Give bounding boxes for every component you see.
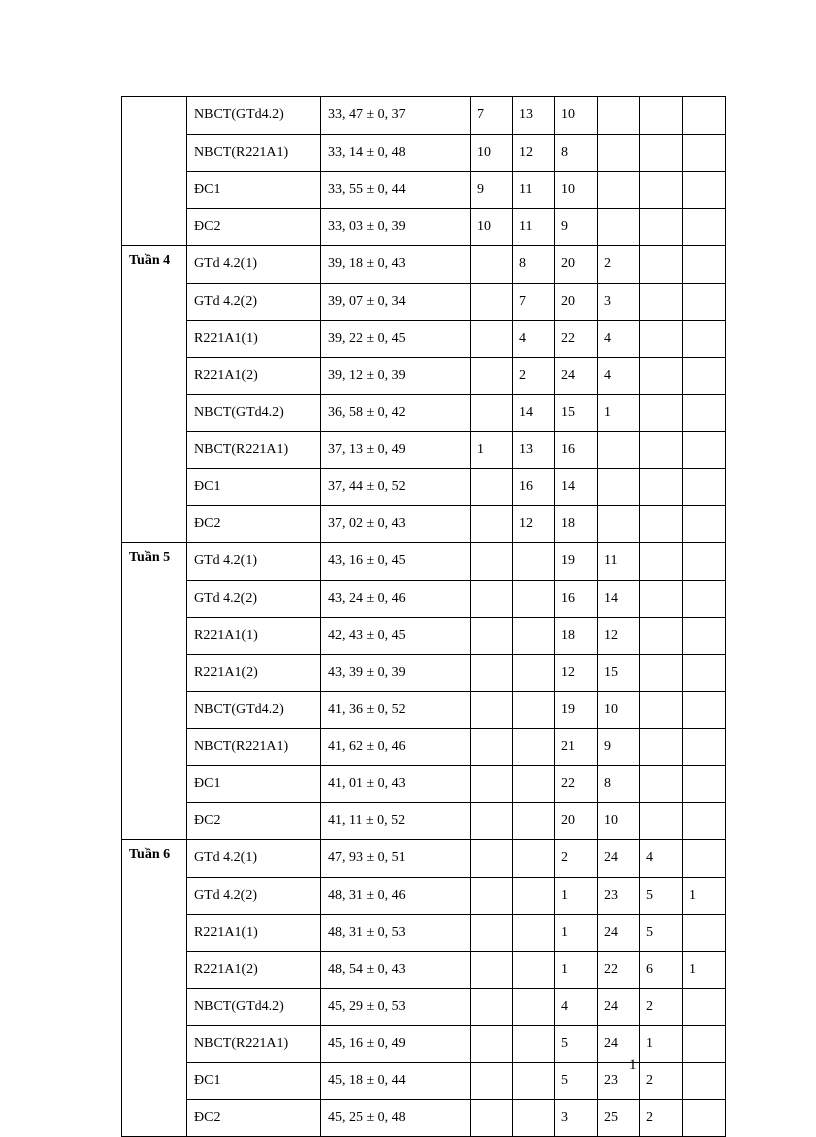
count-cell bbox=[598, 97, 640, 135]
count-cell bbox=[513, 1062, 555, 1099]
mean-value-cell: 43, 16 ± 0, 45 bbox=[321, 543, 471, 581]
count-cell: 22 bbox=[598, 951, 640, 988]
table-row bbox=[122, 617, 726, 654]
count-cell bbox=[513, 951, 555, 988]
count-cell: 12 bbox=[513, 505, 555, 543]
sample-name-cell: NBCT(R221A1) bbox=[187, 728, 321, 765]
week-cell bbox=[122, 951, 187, 988]
count-cell: 12 bbox=[598, 617, 640, 654]
count-cell bbox=[640, 97, 683, 135]
count-cell: 8 bbox=[513, 246, 555, 284]
week-cell bbox=[122, 1062, 187, 1099]
sample-name-cell: R221A1(1) bbox=[187, 320, 321, 357]
count-cell: 14 bbox=[598, 580, 640, 617]
sample-name-cell: ĐC2 bbox=[187, 505, 321, 543]
count-cell bbox=[683, 468, 726, 505]
count-cell: 10 bbox=[471, 134, 513, 171]
mean-value-cell: 33, 14 ± 0, 48 bbox=[321, 134, 471, 171]
count-cell bbox=[471, 691, 513, 728]
count-cell bbox=[683, 765, 726, 802]
count-cell: 23 bbox=[598, 1062, 640, 1099]
count-cell bbox=[513, 543, 555, 581]
mean-value-cell: 48, 31 ± 0, 46 bbox=[321, 877, 471, 914]
count-cell bbox=[471, 877, 513, 914]
sample-name-cell: ĐC1 bbox=[187, 468, 321, 505]
sample-name-cell: GTd 4.2(1) bbox=[187, 543, 321, 581]
count-cell: 20 bbox=[555, 802, 598, 840]
count-cell: 2 bbox=[598, 246, 640, 284]
sample-name-cell: NBCT(R221A1) bbox=[187, 1025, 321, 1062]
week-cell bbox=[122, 431, 187, 468]
table-row bbox=[122, 283, 726, 320]
count-cell bbox=[471, 357, 513, 394]
count-cell bbox=[683, 691, 726, 728]
count-cell: 1 bbox=[683, 951, 726, 988]
count-cell bbox=[683, 728, 726, 765]
mean-value-cell: 33, 55 ± 0, 44 bbox=[321, 171, 471, 208]
week-cell bbox=[122, 802, 187, 840]
count-cell: 1 bbox=[555, 914, 598, 951]
count-cell: 24 bbox=[598, 914, 640, 951]
count-cell bbox=[683, 134, 726, 171]
count-cell bbox=[598, 208, 640, 246]
count-cell bbox=[640, 171, 683, 208]
data-table-wrapper bbox=[121, 96, 726, 1137]
mean-value-cell: 48, 31 ± 0, 53 bbox=[321, 914, 471, 951]
count-cell: 10 bbox=[555, 97, 598, 135]
count-cell: 19 bbox=[555, 691, 598, 728]
table-row bbox=[122, 765, 726, 802]
count-cell: 13 bbox=[513, 97, 555, 135]
count-cell bbox=[513, 1025, 555, 1062]
mean-value-cell: 45, 25 ± 0, 48 bbox=[321, 1099, 471, 1137]
count-cell bbox=[513, 654, 555, 691]
week-cell bbox=[122, 654, 187, 691]
sample-name-cell: NBCT(GTd4.2) bbox=[187, 691, 321, 728]
count-cell bbox=[513, 802, 555, 840]
count-cell bbox=[513, 728, 555, 765]
count-cell bbox=[471, 1062, 513, 1099]
count-cell: 16 bbox=[555, 431, 598, 468]
week-cell bbox=[122, 320, 187, 357]
count-cell bbox=[683, 208, 726, 246]
count-cell bbox=[471, 1025, 513, 1062]
table-row bbox=[122, 97, 726, 135]
count-cell: 24 bbox=[598, 840, 640, 878]
count-cell: 12 bbox=[513, 134, 555, 171]
count-cell bbox=[471, 654, 513, 691]
count-cell: 23 bbox=[598, 877, 640, 914]
count-cell: 8 bbox=[598, 765, 640, 802]
mean-value-cell: 41, 11 ± 0, 52 bbox=[321, 802, 471, 840]
count-cell bbox=[640, 134, 683, 171]
count-cell bbox=[598, 431, 640, 468]
count-cell bbox=[683, 617, 726, 654]
week-cell bbox=[122, 171, 187, 208]
count-cell: 15 bbox=[555, 394, 598, 431]
count-cell: 4 bbox=[598, 357, 640, 394]
count-cell bbox=[513, 580, 555, 617]
week-cell bbox=[122, 208, 187, 246]
table-row bbox=[122, 246, 726, 284]
count-cell: 16 bbox=[513, 468, 555, 505]
sample-name-cell: GTd 4.2(2) bbox=[187, 580, 321, 617]
count-cell bbox=[683, 654, 726, 691]
count-cell: 4 bbox=[555, 988, 598, 1025]
count-cell bbox=[471, 914, 513, 951]
count-cell bbox=[683, 283, 726, 320]
mean-value-cell: 45, 18 ± 0, 44 bbox=[321, 1062, 471, 1099]
count-cell: 9 bbox=[598, 728, 640, 765]
mean-value-cell: 42, 43 ± 0, 45 bbox=[321, 617, 471, 654]
table-row bbox=[122, 171, 726, 208]
table-row bbox=[122, 394, 726, 431]
count-cell bbox=[683, 171, 726, 208]
mean-value-cell: 39, 07 ± 0, 34 bbox=[321, 283, 471, 320]
mean-value-cell: 33, 47 ± 0, 37 bbox=[321, 97, 471, 135]
count-cell: 11 bbox=[513, 208, 555, 246]
count-cell: 11 bbox=[598, 543, 640, 581]
table-row bbox=[122, 505, 726, 543]
mean-value-cell: 36, 58 ± 0, 42 bbox=[321, 394, 471, 431]
count-cell bbox=[640, 543, 683, 581]
count-cell bbox=[683, 246, 726, 284]
count-cell: 5 bbox=[640, 877, 683, 914]
week-cell: Tuần 4 bbox=[122, 246, 187, 284]
mean-value-cell: 45, 16 ± 0, 49 bbox=[321, 1025, 471, 1062]
count-cell bbox=[471, 617, 513, 654]
count-cell bbox=[683, 97, 726, 135]
table-row bbox=[122, 468, 726, 505]
count-cell bbox=[513, 765, 555, 802]
count-cell: 10 bbox=[598, 691, 640, 728]
count-cell bbox=[471, 320, 513, 357]
table-row bbox=[122, 320, 726, 357]
count-cell: 2 bbox=[555, 840, 598, 878]
count-cell bbox=[640, 802, 683, 840]
count-cell bbox=[640, 654, 683, 691]
count-cell bbox=[471, 543, 513, 581]
week-cell bbox=[122, 505, 187, 543]
count-cell: 2 bbox=[640, 988, 683, 1025]
week-cell bbox=[122, 134, 187, 171]
mean-value-cell: 43, 24 ± 0, 46 bbox=[321, 580, 471, 617]
count-cell bbox=[471, 246, 513, 284]
count-cell bbox=[683, 357, 726, 394]
sample-name-cell: NBCT(GTd4.2) bbox=[187, 97, 321, 135]
sample-name-cell: NBCT(GTd4.2) bbox=[187, 394, 321, 431]
mean-value-cell: 48, 54 ± 0, 43 bbox=[321, 951, 471, 988]
mean-value-cell: 45, 29 ± 0, 53 bbox=[321, 988, 471, 1025]
count-cell: 22 bbox=[555, 320, 598, 357]
count-cell bbox=[513, 877, 555, 914]
count-cell: 2 bbox=[640, 1099, 683, 1137]
mean-value-cell: 41, 01 ± 0, 43 bbox=[321, 765, 471, 802]
count-cell bbox=[471, 283, 513, 320]
count-cell: 9 bbox=[471, 171, 513, 208]
sample-name-cell: GTd 4.2(1) bbox=[187, 246, 321, 284]
growth-data-table bbox=[121, 96, 726, 1137]
count-cell: 19 bbox=[555, 543, 598, 581]
count-cell: 22 bbox=[555, 765, 598, 802]
count-cell bbox=[471, 580, 513, 617]
count-cell: 9 bbox=[555, 208, 598, 246]
table-row bbox=[122, 543, 726, 581]
count-cell bbox=[471, 951, 513, 988]
count-cell bbox=[598, 171, 640, 208]
week-cell bbox=[122, 283, 187, 320]
count-cell bbox=[683, 988, 726, 1025]
sample-name-cell: ĐC2 bbox=[187, 208, 321, 246]
count-cell bbox=[471, 505, 513, 543]
count-cell: 6 bbox=[640, 951, 683, 988]
count-cell bbox=[683, 505, 726, 543]
table-row bbox=[122, 728, 726, 765]
mean-value-cell: 41, 36 ± 0, 52 bbox=[321, 691, 471, 728]
sample-name-cell: R221A1(2) bbox=[187, 654, 321, 691]
table-row bbox=[122, 1099, 726, 1137]
table-row bbox=[122, 914, 726, 951]
count-cell: 15 bbox=[598, 654, 640, 691]
count-cell: 25 bbox=[598, 1099, 640, 1137]
week-cell bbox=[122, 1099, 187, 1137]
table-row bbox=[122, 357, 726, 394]
table-row bbox=[122, 654, 726, 691]
count-cell: 1 bbox=[598, 394, 640, 431]
count-cell bbox=[683, 431, 726, 468]
count-cell: 10 bbox=[598, 802, 640, 840]
week-cell bbox=[122, 468, 187, 505]
sample-name-cell: NBCT(GTd4.2) bbox=[187, 988, 321, 1025]
mean-value-cell: 39, 12 ± 0, 39 bbox=[321, 357, 471, 394]
count-cell bbox=[513, 914, 555, 951]
sample-name-cell: ĐC2 bbox=[187, 1099, 321, 1137]
table-row bbox=[122, 431, 726, 468]
count-cell bbox=[640, 357, 683, 394]
week-cell: Tuần 6 bbox=[122, 840, 187, 878]
count-cell: 1 bbox=[683, 877, 726, 914]
sample-name-cell: R221A1(2) bbox=[187, 357, 321, 394]
mean-value-cell: 37, 02 ± 0, 43 bbox=[321, 505, 471, 543]
sample-name-cell: NBCT(R221A1) bbox=[187, 134, 321, 171]
count-cell: 5 bbox=[555, 1062, 598, 1099]
count-cell: 4 bbox=[598, 320, 640, 357]
count-cell bbox=[683, 394, 726, 431]
count-cell bbox=[640, 580, 683, 617]
count-cell: 3 bbox=[555, 1099, 598, 1137]
count-cell bbox=[683, 914, 726, 951]
count-cell: 20 bbox=[555, 283, 598, 320]
table-row bbox=[122, 691, 726, 728]
count-cell bbox=[640, 505, 683, 543]
sample-name-cell: ĐC1 bbox=[187, 171, 321, 208]
count-cell bbox=[683, 1062, 726, 1099]
page-number: 1 bbox=[629, 1057, 637, 1073]
table-row bbox=[122, 988, 726, 1025]
week-cell bbox=[122, 394, 187, 431]
count-cell bbox=[640, 765, 683, 802]
count-cell bbox=[471, 1099, 513, 1137]
count-cell: 4 bbox=[640, 840, 683, 878]
count-cell: 7 bbox=[471, 97, 513, 135]
count-cell: 24 bbox=[598, 1025, 640, 1062]
sample-name-cell: GTd 4.2(1) bbox=[187, 840, 321, 878]
count-cell bbox=[640, 468, 683, 505]
count-cell: 7 bbox=[513, 283, 555, 320]
count-cell: 10 bbox=[471, 208, 513, 246]
count-cell: 14 bbox=[555, 468, 598, 505]
count-cell: 1 bbox=[640, 1025, 683, 1062]
count-cell: 24 bbox=[555, 357, 598, 394]
count-cell bbox=[513, 691, 555, 728]
week-cell bbox=[122, 617, 187, 654]
sample-name-cell: ĐC1 bbox=[187, 765, 321, 802]
count-cell: 5 bbox=[555, 1025, 598, 1062]
table-row bbox=[122, 134, 726, 171]
count-cell bbox=[471, 802, 513, 840]
week-cell bbox=[122, 728, 187, 765]
mean-value-cell: 41, 62 ± 0, 46 bbox=[321, 728, 471, 765]
count-cell: 14 bbox=[513, 394, 555, 431]
count-cell bbox=[640, 728, 683, 765]
count-cell bbox=[640, 246, 683, 284]
count-cell bbox=[640, 431, 683, 468]
count-cell bbox=[471, 840, 513, 878]
count-cell: 5 bbox=[640, 914, 683, 951]
sample-name-cell: GTd 4.2(2) bbox=[187, 877, 321, 914]
count-cell bbox=[513, 840, 555, 878]
week-cell bbox=[122, 1025, 187, 1062]
table-row bbox=[122, 951, 726, 988]
count-cell bbox=[683, 580, 726, 617]
count-cell bbox=[471, 394, 513, 431]
week-cell bbox=[122, 691, 187, 728]
count-cell: 2 bbox=[640, 1062, 683, 1099]
count-cell bbox=[683, 543, 726, 581]
count-cell: 18 bbox=[555, 505, 598, 543]
count-cell bbox=[598, 134, 640, 171]
sample-name-cell: ĐC1 bbox=[187, 1062, 321, 1099]
count-cell bbox=[598, 505, 640, 543]
count-cell: 2 bbox=[513, 357, 555, 394]
count-cell: 1 bbox=[555, 951, 598, 988]
count-cell bbox=[640, 691, 683, 728]
table-row bbox=[122, 877, 726, 914]
table-row bbox=[122, 840, 726, 878]
mean-value-cell: 33, 03 ± 0, 39 bbox=[321, 208, 471, 246]
count-cell: 20 bbox=[555, 246, 598, 284]
sample-name-cell: R221A1(1) bbox=[187, 617, 321, 654]
mean-value-cell: 37, 44 ± 0, 52 bbox=[321, 468, 471, 505]
count-cell bbox=[471, 468, 513, 505]
mean-value-cell: 37, 13 ± 0, 49 bbox=[321, 431, 471, 468]
count-cell: 13 bbox=[513, 431, 555, 468]
count-cell bbox=[471, 728, 513, 765]
mean-value-cell: 47, 93 ± 0, 51 bbox=[321, 840, 471, 878]
count-cell: 16 bbox=[555, 580, 598, 617]
count-cell bbox=[683, 840, 726, 878]
sample-name-cell: ĐC2 bbox=[187, 802, 321, 840]
table-row bbox=[122, 580, 726, 617]
count-cell: 1 bbox=[471, 431, 513, 468]
sample-name-cell: GTd 4.2(2) bbox=[187, 283, 321, 320]
count-cell bbox=[513, 988, 555, 1025]
count-cell bbox=[683, 802, 726, 840]
sample-name-cell: R221A1(1) bbox=[187, 914, 321, 951]
table-body bbox=[122, 97, 726, 1137]
mean-value-cell: 39, 22 ± 0, 45 bbox=[321, 320, 471, 357]
week-cell bbox=[122, 877, 187, 914]
week-cell: Tuần 5 bbox=[122, 543, 187, 581]
count-cell bbox=[513, 1099, 555, 1137]
count-cell: 4 bbox=[513, 320, 555, 357]
count-cell bbox=[683, 320, 726, 357]
table-row bbox=[122, 802, 726, 840]
count-cell bbox=[640, 208, 683, 246]
count-cell: 3 bbox=[598, 283, 640, 320]
count-cell: 10 bbox=[555, 171, 598, 208]
count-cell bbox=[640, 320, 683, 357]
count-cell: 18 bbox=[555, 617, 598, 654]
count-cell: 21 bbox=[555, 728, 598, 765]
count-cell bbox=[640, 617, 683, 654]
count-cell bbox=[471, 765, 513, 802]
mean-value-cell: 39, 18 ± 0, 43 bbox=[321, 246, 471, 284]
week-cell bbox=[122, 988, 187, 1025]
sample-name-cell: R221A1(2) bbox=[187, 951, 321, 988]
week-cell bbox=[122, 765, 187, 802]
count-cell bbox=[471, 988, 513, 1025]
week-cell bbox=[122, 914, 187, 951]
count-cell: 12 bbox=[555, 654, 598, 691]
count-cell bbox=[683, 1025, 726, 1062]
week-cell bbox=[122, 357, 187, 394]
count-cell: 24 bbox=[598, 988, 640, 1025]
count-cell bbox=[640, 283, 683, 320]
sample-name-cell: NBCT(R221A1) bbox=[187, 431, 321, 468]
count-cell: 8 bbox=[555, 134, 598, 171]
week-cell bbox=[122, 580, 187, 617]
mean-value-cell: 43, 39 ± 0, 39 bbox=[321, 654, 471, 691]
count-cell bbox=[683, 1099, 726, 1137]
table-row bbox=[122, 208, 726, 246]
count-cell: 1 bbox=[555, 877, 598, 914]
count-cell bbox=[513, 617, 555, 654]
count-cell bbox=[598, 468, 640, 505]
week-cell bbox=[122, 97, 187, 135]
count-cell: 11 bbox=[513, 171, 555, 208]
count-cell bbox=[640, 394, 683, 431]
